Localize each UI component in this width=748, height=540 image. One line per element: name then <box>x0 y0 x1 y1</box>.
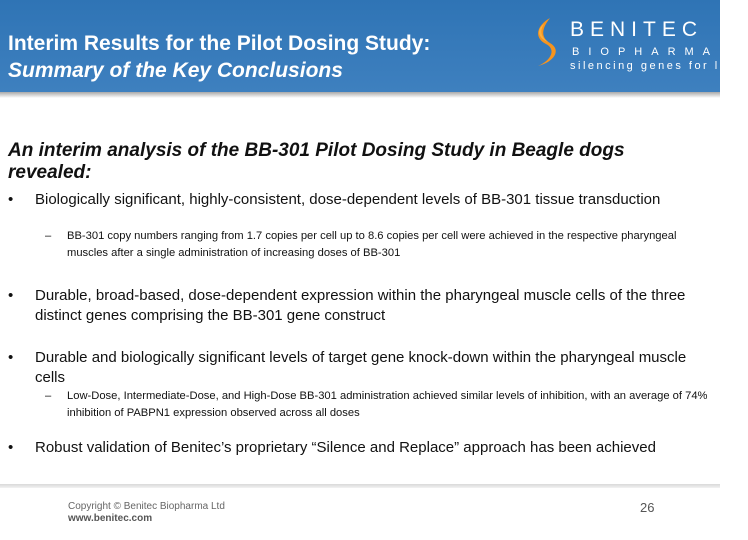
footer-website-link[interactable]: www.benitec.com <box>68 513 153 524</box>
sub-bullet-text: Low-Dose, Intermediate-Dose, and High-Dose BB-301 administration achieved similar levels of inhibition, with an average of 74% inhibition of PABPN1 expression observed across all doses <box>67 390 708 419</box>
bullet-dot: • <box>8 191 14 208</box>
bullet-text: Durable, broad-based, dose-dependent expression within the pharyngeal muscle cells of the three distinct genes comprising the BB-301 gene construct <box>35 287 686 324</box>
footer-copyright: Copyright © Benitec Biopharma Ltd <box>68 501 225 512</box>
bullet-dot: • <box>8 349 14 366</box>
bullet-text: Durable and biologically significant levels of target gene knock-down within the pharyngeal muscle cells <box>35 349 687 386</box>
bullet-dot: • <box>8 439 14 456</box>
bullet-dot: • <box>8 287 14 304</box>
footer-divider <box>0 484 720 488</box>
sub-bullet-text: BB-301 copy numbers ranging from 1.7 copies per cell up to 8.6 copies per cell were achieved in the respective pharyngeal muscles after a single administration of increasing doses of BB-301 <box>67 230 677 259</box>
logo-tagline-text: silencing genes for life <box>570 60 739 72</box>
bullet-text: Robust validation of Benitec’s proprietary “Silence and Replace” approach has been achieved <box>35 439 656 456</box>
header-bar <box>0 0 748 92</box>
logo-trademark: TM <box>738 60 748 67</box>
bullet-text: Biologically significant, highly-consistent, dose-dependent levels of BB-301 tissue transduction <box>35 191 661 208</box>
title-main: Interim Results for the Pilot Dosing Study: <box>8 32 431 55</box>
benitec-logo-mark-icon <box>528 16 564 68</box>
intro-heading: An interim analysis of the BB-301 Pilot Dosing Study in Beagle dogs revealed: <box>8 140 625 183</box>
logo-sub: BIOPHARMA <box>572 46 720 58</box>
sub-bullet-dash: – <box>45 230 52 242</box>
sub-bullet-dash: – <box>45 390 52 402</box>
title-italic: Summary of the Key Conclusions <box>8 59 343 82</box>
slide-title <box>8 30 528 84</box>
benitec-logo <box>528 14 748 80</box>
logo-name: BENITEC <box>570 18 704 41</box>
header-shadow <box>0 92 720 98</box>
page-number: 26 <box>640 500 655 515</box>
logo-tagline <box>570 60 748 72</box>
